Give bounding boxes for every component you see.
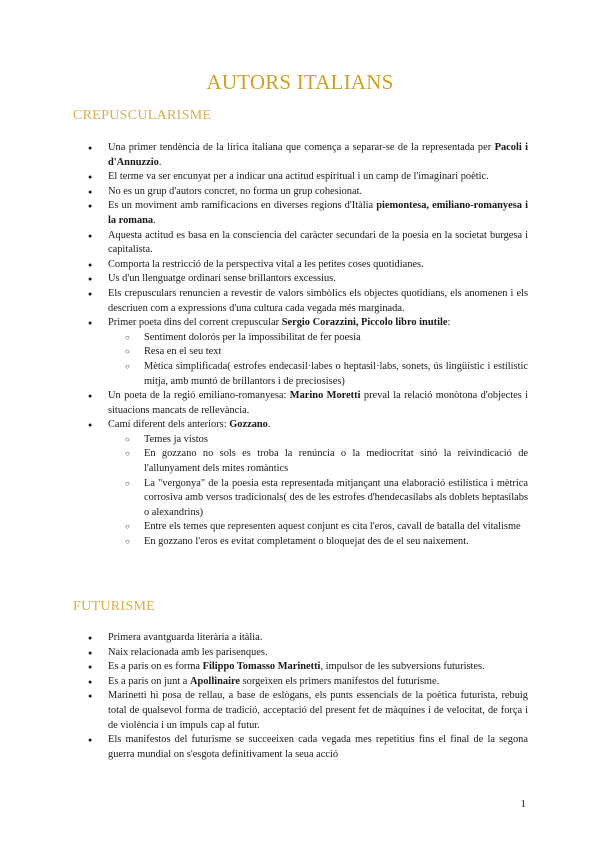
sub-list-item: ○ Entre els temes que representen aquest conjunt es cita l'eros, cavall de batalla del vitalisme [144, 520, 528, 535]
list-item-text: Els crepusculars renuncien a revestir de valors simbòlics els objectes quotidians, els anomenen i els descriuen com a expressions d'una cultura cada vegada més marginada. [108, 287, 528, 314]
list-item-bold: piemontesa, emiliano-romanyesa i la romana [108, 200, 528, 226]
section-heading-crepuscularisme: CREPUSCULARISME [73, 108, 212, 123]
list-item [108, 287, 528, 316]
page-number: 1 [520, 798, 526, 810]
sub-list-item: ○ En gozzano no sols es troba la renúncia o la mediocritat sinó la reivindicació de l'allunyament dels mites romàntics [144, 447, 528, 476]
sub-list [108, 433, 528, 550]
list-item [108, 689, 528, 733]
page-title: AUTORS ITALIANS [206, 70, 394, 94]
list-item [108, 660, 528, 675]
list-item-bold: Filippo Tomasso Marinetti [202, 661, 321, 673]
list-item-text: Un poeta de la regió emiliano-romanyesa: [108, 390, 290, 402]
list-item-text: Aquesta actitud es basa en la consciencia del caràcter secundari de la poesia en la societat burgesa i capitalista. [108, 229, 528, 256]
list-item-text: Us d'un llenguatge ordinari sense brillantors excessius. [108, 273, 336, 285]
list-item [108, 141, 528, 170]
list-item-text-tail: , impulsor de les subversions futuristes. [320, 661, 485, 673]
list-item-bold: Pacoli i d'Annuzzio [108, 142, 529, 168]
list-item [108, 272, 528, 287]
sub-list-item: ○ En gozzano l'eros es evitat completament o bloquejat des de el seu naixement. [144, 535, 528, 550]
list-item-bold: Apollinaire [189, 675, 240, 687]
list-item [108, 631, 528, 646]
list-item-text: El terme va ser encunyat per a indicar una actitud espiritual i un camp de l'imaginari poètic. [108, 171, 489, 183]
list-item [108, 675, 528, 690]
list-item-text-tail: sorgeixen els primers manifestos del futurisme. [240, 675, 440, 687]
list-item [108, 389, 528, 418]
list-item-text-tail: . [267, 419, 271, 431]
sub-list-item: ○ Sentiment dolorós per la impossibilitat de fer poesia [144, 331, 528, 346]
list-item-text: Es a paris on junt a [108, 675, 190, 687]
list-item-text: Camí diferent dels anteriors: [108, 419, 230, 431]
list-item [108, 185, 528, 200]
list-item-text-tail: . [153, 214, 156, 226]
list-item [108, 170, 528, 185]
list-item-bold: Gozzano [229, 419, 268, 431]
list-item-text: Una primer tendència de la lírica italiana que comença a separar-se de la representada per [108, 142, 495, 153]
sub-list-item: ○ Resa en el seu text [144, 345, 528, 360]
list-item-text-tail: . [158, 156, 162, 168]
list-item-text: Primera avantguarda literària a itàlia. [108, 632, 263, 643]
list-item-text: No es un grup d'autors concret, no forma un grup cohesionat. [108, 185, 363, 197]
sub-list [108, 331, 528, 389]
list-item [108, 199, 528, 228]
sub-list-item: ○ La "vergonya" de la poesia esta representada mitjançant una elaboració estilística i mètrica corrosiva amb versos tradicionals( des de les estrofes d'hendecasílabs als doblets heptasílabs o alexandrins) [144, 477, 528, 521]
list-item-bold: Marino Moretti [289, 390, 361, 402]
list-item [108, 258, 528, 273]
sub-list-item: ○ Mètica simplificada( estrofes endecasil·labes o heptasil·labs, sonets, ús lingüístic i estilístic mitja, amb muntó de brillantors i de preciosises) [144, 360, 528, 389]
list-item-text: Es un moviment amb ramificacions en diverses regions d'Itàlia [108, 200, 377, 212]
list-item [108, 646, 528, 661]
crepuscularisme-list [0, 141, 600, 550]
sub-list-item: ○ Temes ja vistos [144, 433, 528, 448]
list-item-text-tail: preval la relació monòtona d'objectes i situacions mancats de rellevància. [108, 390, 529, 416]
futurisme-list [0, 631, 600, 762]
list-item-text: Primer poeta dins del corrent crepuscular [108, 317, 282, 329]
list-item [108, 733, 528, 762]
list-item-bold: Sergio Corazzini, Piccolo libro inutile [281, 317, 448, 329]
list-item [108, 229, 528, 258]
list-item-text: Comporta la restricció de la perspectiva vital a les petites coses quotidianes. [108, 258, 424, 270]
list-item-text: Naix relacionada amb les parisenques. [108, 646, 268, 658]
list-item [108, 418, 528, 549]
section-heading-futurisme: FUTURISME [73, 599, 156, 614]
list-item-text: Es a paris on es forma [108, 661, 203, 673]
list-item [108, 316, 528, 389]
list-item-text-tail: : [447, 317, 451, 329]
list-item-text: Els manifestos del futurisme se succeeixen cada vegada mes repetitius fins el final de la segona guerra mundial on s'esgota definitivament la seua acció [108, 734, 528, 760]
list-item-text: Marinetti hi posa de rellau, a base de eslògans, els punts essencials de la poètica futurista, rebuig total de qualsevol forma de tradició, acceptació del present fet de màquines i de velocitat, de força i de violència i un impuls cap al futur. [108, 690, 528, 731]
